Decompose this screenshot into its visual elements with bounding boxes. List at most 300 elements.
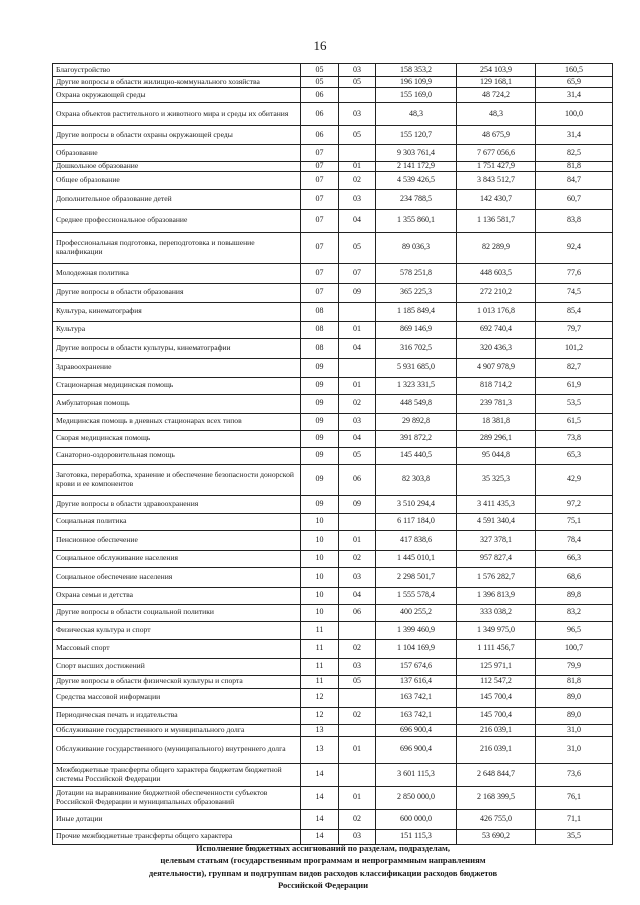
section-heading-line: Исполнение бюджетных ассигнований по разделам, подразделам, (195, 843, 451, 853)
subsection-code (339, 763, 376, 786)
planned-amount: 234 788,5 (376, 189, 457, 209)
subsection-code: 03 (339, 103, 376, 126)
section-code: 11 (301, 658, 339, 675)
execution-percent: 92,4 (536, 232, 613, 263)
section-code: 07 (301, 171, 339, 189)
table-row (53, 145, 613, 162)
execution-percent: 65,9 (536, 77, 613, 88)
actual-amount: 48 675,9 (457, 126, 536, 145)
subsection-code: 03 (339, 658, 376, 675)
row-name: Прочие межбюджетные трансферты общего характера (53, 829, 301, 844)
subsection-code: 09 (339, 283, 376, 302)
planned-amount: 316 702,5 (376, 338, 457, 358)
actual-amount: 254 103,9 (457, 64, 536, 77)
planned-amount: 155 120,7 (376, 126, 457, 145)
row-name: Другие вопросы в области охраны окружающей среды (53, 126, 301, 145)
execution-percent: 82,5 (536, 145, 613, 162)
actual-amount: 7 677 056,6 (457, 145, 536, 162)
planned-amount: 869 146,9 (376, 321, 457, 338)
planned-amount: 2 298 501,7 (376, 567, 457, 587)
subsection-code: 04 (339, 209, 376, 232)
planned-amount: 1 323 331,5 (376, 377, 457, 394)
planned-amount: 9 303 761,4 (376, 145, 457, 162)
table-row (53, 358, 613, 377)
table-row (53, 464, 613, 495)
section-code: 08 (301, 338, 339, 358)
actual-amount: 2 648 844,7 (457, 763, 536, 786)
section-code: 11 (301, 675, 339, 688)
subsection-code: 05 (339, 77, 376, 88)
section-code: 14 (301, 809, 339, 829)
actual-amount: 4 591 340,4 (457, 513, 536, 530)
execution-percent: 83,8 (536, 209, 613, 232)
subsection-code: 02 (339, 707, 376, 724)
planned-amount: 3 510 294,4 (376, 495, 457, 513)
actual-amount: 1 111 456,7 (457, 639, 536, 658)
subsection-code: 04 (339, 338, 376, 358)
row-name: Обслуживание государственного (муниципального) внутреннего долга (53, 736, 301, 763)
table-row (53, 675, 613, 688)
row-name: Пенсионное обеспечение (53, 530, 301, 550)
table-row (53, 495, 613, 513)
section-code: 09 (301, 358, 339, 377)
execution-percent: 89,0 (536, 707, 613, 724)
row-name: Физическая культура и спорт (53, 621, 301, 639)
table-row (53, 377, 613, 394)
section-heading (88, 842, 558, 892)
row-name: Скорая медицинская помощь (53, 430, 301, 447)
subsection-code: 05 (339, 232, 376, 263)
subsection-code: 03 (339, 567, 376, 587)
planned-amount: 578 251,8 (376, 263, 457, 283)
planned-amount: 157 674,6 (376, 658, 457, 675)
execution-percent: 35,5 (536, 829, 613, 844)
subsection-code (339, 513, 376, 530)
planned-amount: 4 539 426,5 (376, 171, 457, 189)
row-name: Другие вопросы в области образования (53, 283, 301, 302)
row-name: Иные дотации (53, 809, 301, 829)
execution-percent: 78,4 (536, 530, 613, 550)
subsection-code: 05 (339, 447, 376, 464)
execution-percent: 66,3 (536, 550, 613, 567)
execution-percent: 75,1 (536, 513, 613, 530)
subsection-code (339, 88, 376, 103)
actual-amount: 142 430,7 (457, 189, 536, 209)
page-number: 16 (313, 38, 327, 53)
execution-percent: 61,9 (536, 377, 613, 394)
section-code: 07 (301, 189, 339, 209)
table-row (53, 263, 613, 283)
actual-amount: 239 781,3 (457, 394, 536, 413)
row-name: Другие вопросы в области физической культуры и спорта (53, 675, 301, 688)
planned-amount: 696 900,4 (376, 736, 457, 763)
planned-amount: 145 440,5 (376, 447, 457, 464)
actual-amount: 216 039,1 (457, 736, 536, 763)
execution-percent: 81,8 (536, 675, 613, 688)
actual-amount: 1 751 427,9 (457, 162, 536, 172)
section-code: 11 (301, 621, 339, 639)
subsection-code: 07 (339, 263, 376, 283)
table-row (53, 302, 613, 321)
row-name: Периодическая печать и издательства (53, 707, 301, 724)
execution-percent: 31,4 (536, 88, 613, 103)
table-row (53, 621, 613, 639)
section-code: 06 (301, 88, 339, 103)
section-code: 13 (301, 724, 339, 736)
row-name: Дополнительное образование детей (53, 189, 301, 209)
row-name: Межбюджетные трансферты общего характера бюджетам бюджетной системы Российской Федерации (53, 763, 301, 786)
section-code: 05 (301, 64, 339, 77)
execution-percent: 100,7 (536, 639, 613, 658)
table-row (53, 338, 613, 358)
row-name: Социальная политика (53, 513, 301, 530)
execution-percent: 101,2 (536, 338, 613, 358)
row-name: Здравоохранение (53, 358, 301, 377)
subsection-code: 01 (339, 162, 376, 172)
row-name: Другие вопросы в области культуры, кинематографии (53, 338, 301, 358)
section-code: 14 (301, 829, 339, 844)
row-name: Стационарная медицинская помощь (53, 377, 301, 394)
execution-percent: 89,0 (536, 688, 613, 707)
table-row (53, 724, 613, 736)
planned-amount: 137 616,4 (376, 675, 457, 688)
table-row (53, 530, 613, 550)
table-row (53, 189, 613, 209)
subsection-code: 01 (339, 786, 376, 809)
planned-amount: 89 036,3 (376, 232, 457, 263)
actual-amount: 1 013 176,8 (457, 302, 536, 321)
section-code: 14 (301, 763, 339, 786)
section-code: 07 (301, 162, 339, 172)
planned-amount: 2 850 000,0 (376, 786, 457, 809)
row-name: Средства массовой информации (53, 688, 301, 707)
subsection-code: 09 (339, 495, 376, 513)
subsection-code: 05 (339, 675, 376, 688)
section-heading-line: целевым статьям (государственным программам и непрограммным направлениям (160, 855, 486, 866)
execution-percent: 79,9 (536, 658, 613, 675)
table-row (53, 321, 613, 338)
row-name: Медицинская помощь в дневных стационарах всех типов (53, 413, 301, 430)
planned-amount: 5 931 685,0 (376, 358, 457, 377)
planned-amount: 1 104 169,9 (376, 639, 457, 658)
actual-amount: 818 714,2 (457, 377, 536, 394)
actual-amount: 82 289,9 (457, 232, 536, 263)
planned-amount: 1 445 010,1 (376, 550, 457, 567)
actual-amount: 145 700,4 (457, 707, 536, 724)
section-code: 09 (301, 495, 339, 513)
section-heading-line: деятельности), группам и подгруппам видов расходов классификации расходов бюджетов (148, 867, 498, 878)
table-row (53, 394, 613, 413)
table-row (53, 88, 613, 103)
row-name: Общее образование (53, 171, 301, 189)
table-row (53, 126, 613, 145)
execution-percent: 89,8 (536, 587, 613, 604)
execution-percent: 61,5 (536, 413, 613, 430)
planned-amount: 151 115,3 (376, 829, 457, 844)
row-name: Заготовка, переработка, хранение и обеспечение безопасности донорской крови и ее компонентов (53, 464, 301, 495)
row-name: Охрана семьи и детства (53, 587, 301, 604)
actual-amount: 426 755,0 (457, 809, 536, 829)
actual-amount: 289 296,1 (457, 430, 536, 447)
row-name: Социальное обеспечение населения (53, 567, 301, 587)
execution-percent: 73,8 (536, 430, 613, 447)
execution-percent: 82,7 (536, 358, 613, 377)
execution-percent: 83,2 (536, 604, 613, 621)
section-code: 10 (301, 567, 339, 587)
section-code: 09 (301, 447, 339, 464)
row-name: Другие вопросы в области жилищно-коммунального хозяйства (53, 77, 301, 88)
row-name: Благоустройство (53, 64, 301, 77)
execution-percent: 53,5 (536, 394, 613, 413)
table-row (53, 763, 613, 786)
execution-percent: 31,0 (536, 724, 613, 736)
actual-amount: 125 971,1 (457, 658, 536, 675)
planned-amount: 163 742,1 (376, 688, 457, 707)
execution-percent: 77,6 (536, 263, 613, 283)
section-code: 08 (301, 302, 339, 321)
planned-amount: 29 892,8 (376, 413, 457, 430)
planned-amount: 158 353,2 (376, 64, 457, 77)
actual-amount: 35 325,3 (457, 464, 536, 495)
actual-amount: 327 378,1 (457, 530, 536, 550)
planned-amount: 155 169,0 (376, 88, 457, 103)
actual-amount: 95 044,8 (457, 447, 536, 464)
row-name: Другие вопросы в области социальной политики (53, 604, 301, 621)
section-code: 07 (301, 283, 339, 302)
table-row (53, 587, 613, 604)
planned-amount: 400 255,2 (376, 604, 457, 621)
subsection-code (339, 358, 376, 377)
row-name: Среднее профессиональное образование (53, 209, 301, 232)
table-row (53, 707, 613, 724)
planned-amount: 196 109,9 (376, 77, 457, 88)
actual-amount: 1 349 975,0 (457, 621, 536, 639)
table-row (53, 567, 613, 587)
subsection-code: 06 (339, 604, 376, 621)
row-name: Молодежная политика (53, 263, 301, 283)
section-code: 07 (301, 209, 339, 232)
section-code: 09 (301, 430, 339, 447)
actual-amount: 957 827,4 (457, 550, 536, 567)
table-row (53, 688, 613, 707)
planned-amount: 2 141 172,9 (376, 162, 457, 172)
table-row (53, 232, 613, 263)
actual-amount: 53 690,2 (457, 829, 536, 844)
subsection-code: 01 (339, 321, 376, 338)
section-code: 13 (301, 736, 339, 763)
section-code: 10 (301, 604, 339, 621)
section-code: 10 (301, 587, 339, 604)
actual-amount: 272 210,2 (457, 283, 536, 302)
subsection-code: 03 (339, 64, 376, 77)
execution-percent: 84,7 (536, 171, 613, 189)
planned-amount: 82 303,8 (376, 464, 457, 495)
planned-amount: 600 000,0 (376, 809, 457, 829)
planned-amount: 696 900,4 (376, 724, 457, 736)
table-row (53, 209, 613, 232)
planned-amount: 1 355 860,1 (376, 209, 457, 232)
execution-percent: 60,7 (536, 189, 613, 209)
planned-amount: 448 549,8 (376, 394, 457, 413)
execution-percent: 31,4 (536, 126, 613, 145)
planned-amount: 1 399 460,9 (376, 621, 457, 639)
table-row (53, 736, 613, 763)
table-row (53, 283, 613, 302)
row-name: Спорт высших достижений (53, 658, 301, 675)
row-name: Образование (53, 145, 301, 162)
actual-amount: 145 700,4 (457, 688, 536, 707)
execution-percent: 81,8 (536, 162, 613, 172)
subsection-code: 04 (339, 430, 376, 447)
row-name: Социальное обслуживание населения (53, 550, 301, 567)
section-code: 07 (301, 263, 339, 283)
row-name: Охрана объектов растительного и животного мира и среды их обитания (53, 103, 301, 126)
subsection-code: 02 (339, 639, 376, 658)
table-row (53, 162, 613, 172)
planned-amount: 1 555 578,4 (376, 587, 457, 604)
actual-amount: 3 411 435,3 (457, 495, 536, 513)
subsection-code: 02 (339, 394, 376, 413)
execution-percent: 79,7 (536, 321, 613, 338)
planned-amount: 365 225,3 (376, 283, 457, 302)
actual-amount: 4 907 978,9 (457, 358, 536, 377)
actual-amount: 692 740,4 (457, 321, 536, 338)
section-code: 05 (301, 77, 339, 88)
execution-percent: 100,0 (536, 103, 613, 126)
subsection-code: 02 (339, 550, 376, 567)
actual-amount: 48 724,2 (457, 88, 536, 103)
actual-amount: 129 168,1 (457, 77, 536, 88)
section-code: 10 (301, 513, 339, 530)
section-code: 11 (301, 639, 339, 658)
subsection-code: 05 (339, 126, 376, 145)
row-name: Массовый спорт (53, 639, 301, 658)
table-row (53, 103, 613, 126)
execution-percent: 65,3 (536, 447, 613, 464)
table-row (53, 413, 613, 430)
section-code: 09 (301, 394, 339, 413)
execution-percent: 68,6 (536, 567, 613, 587)
subsection-code: 02 (339, 171, 376, 189)
row-name: Санаторно-оздоровительная помощь (53, 447, 301, 464)
subsection-code (339, 145, 376, 162)
actual-amount: 448 603,5 (457, 263, 536, 283)
actual-amount: 2 168 399,5 (457, 786, 536, 809)
table-row (53, 604, 613, 621)
table-row (53, 447, 613, 464)
planned-amount: 391 872,2 (376, 430, 457, 447)
row-name: Культура, кинематография (53, 302, 301, 321)
actual-amount: 112 547,2 (457, 675, 536, 688)
section-code: 12 (301, 688, 339, 707)
section-code: 09 (301, 464, 339, 495)
subsection-code (339, 688, 376, 707)
planned-amount: 3 601 115,3 (376, 763, 457, 786)
subsection-code: 04 (339, 587, 376, 604)
row-name: Культура (53, 321, 301, 338)
section-code: 09 (301, 377, 339, 394)
subsection-code: 01 (339, 377, 376, 394)
actual-amount: 48,3 (457, 103, 536, 126)
table-row (53, 809, 613, 829)
actual-amount: 1 576 282,7 (457, 567, 536, 587)
section-code: 07 (301, 232, 339, 263)
subsection-code: 01 (339, 530, 376, 550)
section-code: 12 (301, 707, 339, 724)
section-code: 10 (301, 550, 339, 567)
planned-amount: 1 185 849,4 (376, 302, 457, 321)
section-code: 09 (301, 413, 339, 430)
actual-amount: 3 843 512,7 (457, 171, 536, 189)
execution-percent: 76,1 (536, 786, 613, 809)
actual-amount: 216 039,1 (457, 724, 536, 736)
actual-amount: 333 038,2 (457, 604, 536, 621)
table-row (53, 430, 613, 447)
table-body (53, 64, 613, 845)
section-code: 07 (301, 145, 339, 162)
execution-percent: 31,0 (536, 736, 613, 763)
planned-amount: 6 117 184,0 (376, 513, 457, 530)
subsection-code: 03 (339, 413, 376, 430)
section-code: 06 (301, 103, 339, 126)
actual-amount: 1 396 813,9 (457, 587, 536, 604)
table-row (53, 513, 613, 530)
section-code: 14 (301, 786, 339, 809)
table-row (53, 550, 613, 567)
row-name: Профессиональная подготовка, переподготовка и повышение квалификации (53, 232, 301, 263)
execution-percent: 160,5 (536, 64, 613, 77)
subsection-code: 01 (339, 736, 376, 763)
table-row (53, 171, 613, 189)
subsection-code (339, 724, 376, 736)
row-name: Охрана окружающей среды (53, 88, 301, 103)
subsection-code: 06 (339, 464, 376, 495)
table-row (53, 64, 613, 77)
execution-percent: 97,2 (536, 495, 613, 513)
actual-amount: 320 436,3 (457, 338, 536, 358)
execution-percent: 96,5 (536, 621, 613, 639)
row-name: Дотации на выравнивание бюджетной обеспеченности субъектов Российской Федерации и муниципальных образований (53, 786, 301, 809)
section-heading-line: Российской Федерации (277, 880, 369, 891)
actual-amount: 18 381,8 (457, 413, 536, 430)
planned-amount: 417 838,6 (376, 530, 457, 550)
table-row (53, 658, 613, 675)
execution-percent: 73,6 (536, 763, 613, 786)
table-row (53, 77, 613, 88)
actual-amount: 1 136 581,7 (457, 209, 536, 232)
row-name: Обслуживание государственного и муниципального долга (53, 724, 301, 736)
subsection-code: 03 (339, 189, 376, 209)
section-code: 06 (301, 126, 339, 145)
row-name: Амбулаторная помощь (53, 394, 301, 413)
row-name: Дошкольное образование (53, 162, 301, 172)
subsection-code: 03 (339, 829, 376, 844)
execution-percent: 42,9 (536, 464, 613, 495)
section-code: 10 (301, 530, 339, 550)
budget-execution-table (52, 63, 613, 845)
section-code: 08 (301, 321, 339, 338)
subsection-code (339, 621, 376, 639)
table-row (53, 639, 613, 658)
table-row (53, 786, 613, 809)
execution-percent: 71,1 (536, 809, 613, 829)
execution-percent: 74,5 (536, 283, 613, 302)
planned-amount: 163 742,1 (376, 707, 457, 724)
execution-percent: 85,4 (536, 302, 613, 321)
planned-amount: 48,3 (376, 103, 457, 126)
row-name: Другие вопросы в области здравоохранения (53, 495, 301, 513)
subsection-code (339, 302, 376, 321)
